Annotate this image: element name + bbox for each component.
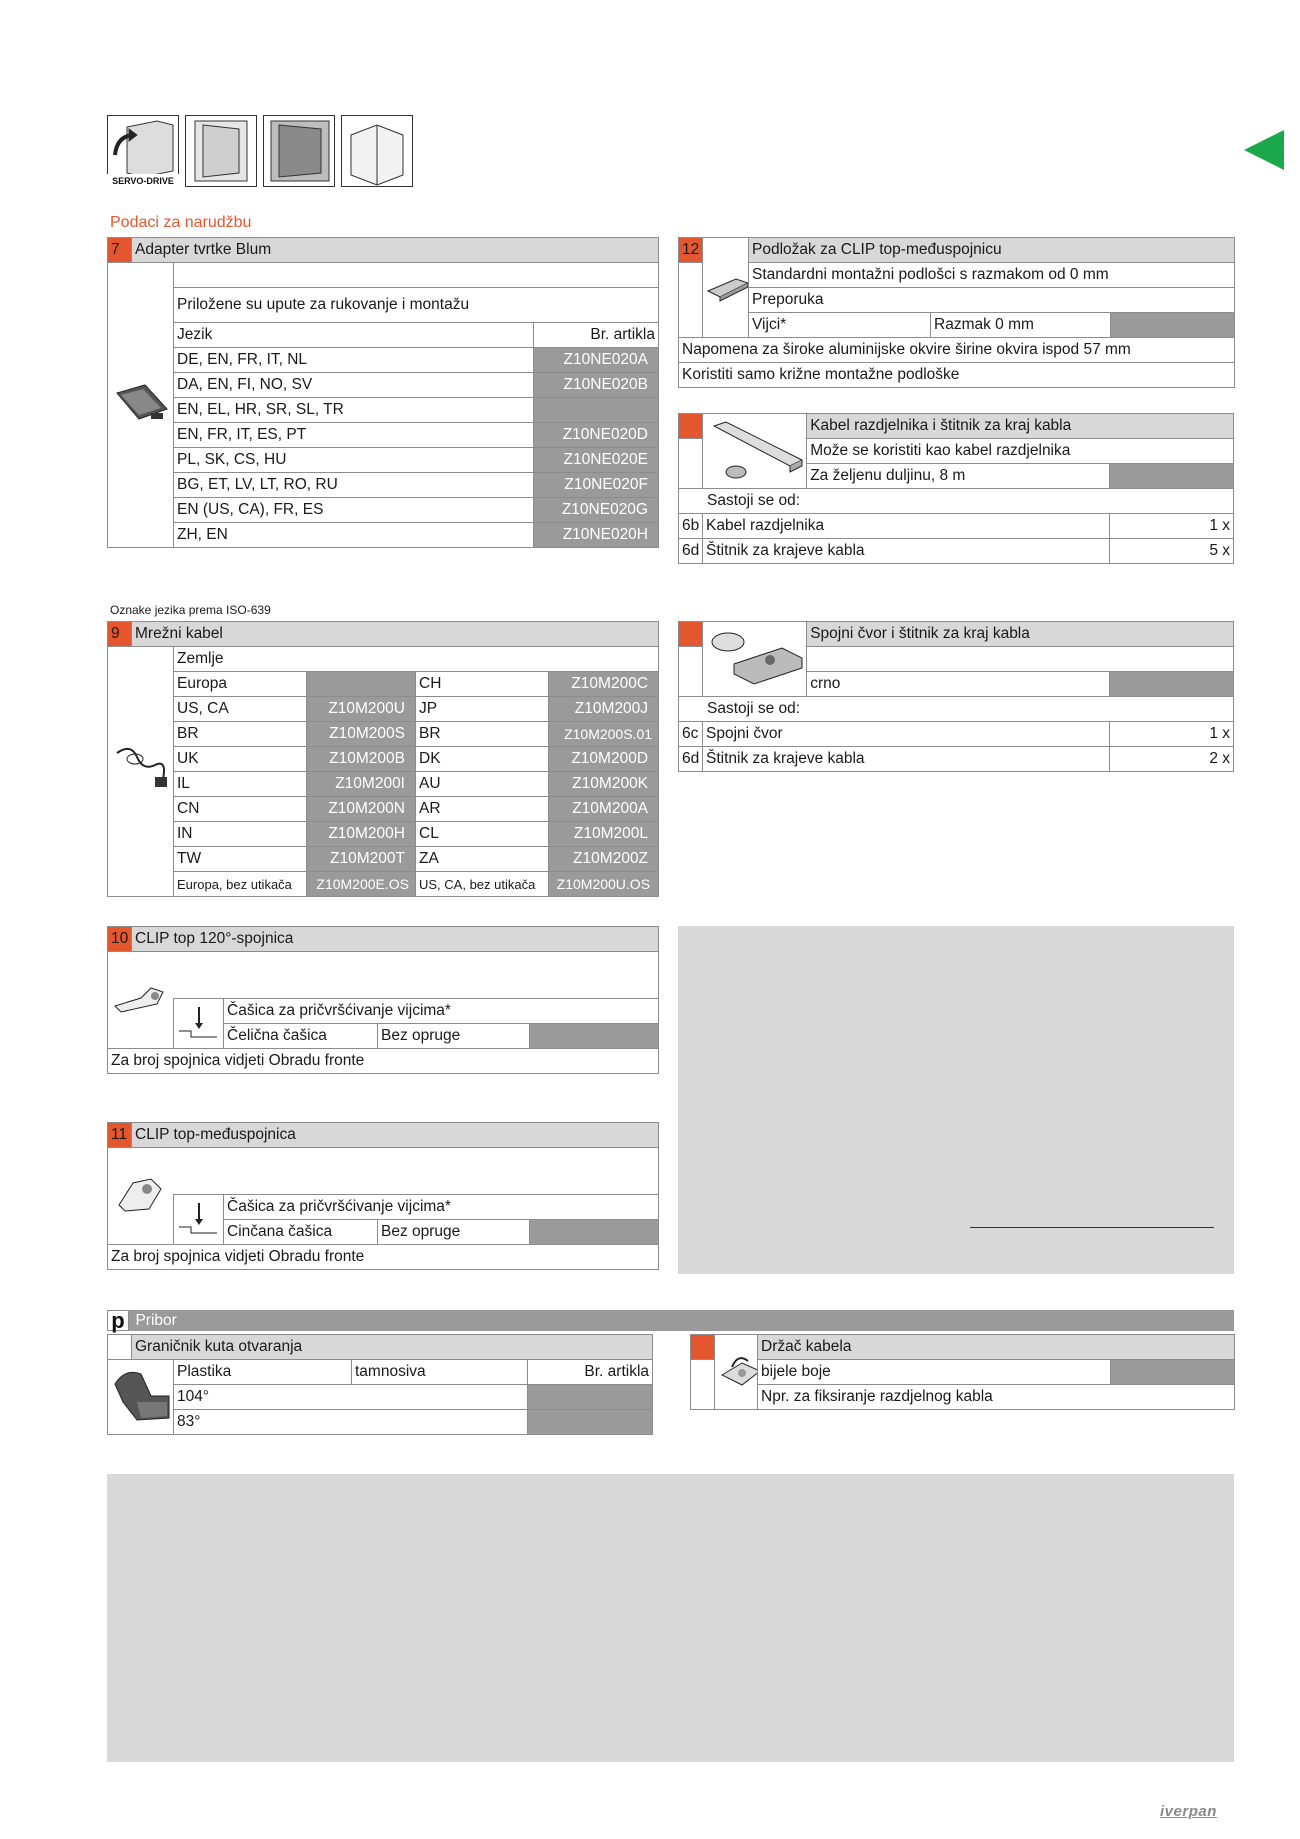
intermediate-hinge-image <box>108 1148 174 1245</box>
holder-note: Npr. za fiksiranje razdjelnog kabla <box>758 1385 1235 1410</box>
mounting-plate-image <box>703 238 749 338</box>
section-number <box>679 622 703 647</box>
holder-color: bijele boje <box>758 1360 1111 1385</box>
table-row: DE, EN, FR, IT, NL <box>174 348 534 373</box>
splitter-cable-table <box>678 413 1234 564</box>
cup-image <box>174 999 224 1049</box>
recommendation-label: Preporuka <box>749 288 1235 313</box>
country: CL <box>416 822 549 847</box>
col-article: Br. artikla <box>528 1360 653 1385</box>
opening-stop-table <box>107 1334 653 1435</box>
article-number: Z10M200C <box>549 672 659 697</box>
article-number: Z10M200J <box>549 697 659 722</box>
section-number <box>691 1335 715 1360</box>
article-number <box>528 1385 653 1410</box>
country: Europa <box>174 672 307 697</box>
article-number: Z10M200E.OS <box>307 872 416 897</box>
hinge-120-image <box>108 952 174 1049</box>
section-number: 7 <box>108 238 132 263</box>
angle-option: 104° <box>174 1385 528 1410</box>
note-cross-plates: Koristiti samo križne montažne podloške <box>679 363 1235 388</box>
next-page-arrow[interactable] <box>1244 130 1284 170</box>
country: US, CA <box>174 697 307 722</box>
article-number: Z10M200U.OS <box>549 872 659 897</box>
country: AU <box>416 772 549 797</box>
component-qty: 5 x <box>1109 539 1233 564</box>
article-number <box>530 1220 659 1245</box>
country: IN <box>174 822 307 847</box>
splitter-cable-usage: Može se koristiti kao kabel razdjelnika <box>807 439 1234 464</box>
accessories-title: Pribor <box>135 1312 177 1329</box>
cup-type: Čelična čašica <box>224 1024 378 1049</box>
power-cable-table <box>107 621 659 897</box>
cable-holder-image <box>715 1335 758 1410</box>
article-number <box>530 1024 659 1049</box>
hinge-120-title: CLIP top 120°-spojnica <box>132 927 659 952</box>
table-row: EN, EL, HR, SR, SL, TR <box>174 398 534 423</box>
country: CH <box>416 672 549 697</box>
country: Europa, bez utikača <box>174 872 307 897</box>
country: JP <box>416 697 549 722</box>
article-number: Z10NE020A <box>534 348 659 373</box>
col-language: Jezik <box>174 323 534 348</box>
component-name: Štitnik za krajeve kabla <box>703 747 1110 772</box>
country: US, CA, bez utikača <box>416 872 549 897</box>
country: DK <box>416 747 549 772</box>
article-number: Z10M200U <box>307 697 416 722</box>
screw-cup-label: Čašica za pričvršćivanje vijcima* <box>224 1195 659 1220</box>
cable-length: Za željenu duljinu, 8 m <box>807 464 1110 489</box>
notes-panel <box>678 926 1234 1274</box>
article-number: Z10M200B <box>307 747 416 772</box>
adapter-title: Adapter tvrtke Blum <box>132 238 659 263</box>
article-number: Z10NE020F <box>534 473 659 498</box>
connector-knot-table <box>678 621 1234 772</box>
component-code: 6d <box>679 539 703 564</box>
component-qty: 2 x <box>1109 747 1233 772</box>
table-row: EN (US, CA), FR, ES <box>174 498 534 523</box>
article-number <box>1111 313 1235 338</box>
col-article: Br. artikla <box>534 323 659 348</box>
article-number: Z10M200A <box>549 797 659 822</box>
article-number <box>528 1410 653 1435</box>
power-cable-icon <box>111 739 173 799</box>
cable-holder-title: Držač kabela <box>758 1335 1235 1360</box>
country: TW <box>174 847 307 872</box>
article-number: Z10M200L <box>549 822 659 847</box>
angle-option: 83° <box>174 1410 528 1435</box>
article-number: Z10M200K <box>549 772 659 797</box>
component-code: 6c <box>679 722 703 747</box>
cable-clip-icon <box>718 1345 758 1395</box>
connector-color: crno <box>807 672 1110 697</box>
intermediate-hinge-title: CLIP top-međuspojnica <box>132 1123 659 1148</box>
cable-holder-table <box>690 1334 1235 1410</box>
article-number: Z10M200S.01 <box>549 722 659 747</box>
country: BR <box>416 722 549 747</box>
section-number: 11 <box>108 1123 132 1148</box>
screw-cup-icon <box>177 1001 221 1041</box>
hinge-120-table <box>107 926 659 1074</box>
country: IL <box>174 772 307 797</box>
consists-of-label: Sastoji se od: <box>679 697 1234 722</box>
note-wide-frames: Napomena za široke aluminijske okvire širine okvira ispod 57 mm <box>679 338 1235 363</box>
section-number: 9 <box>108 622 132 647</box>
adapter-table <box>107 237 659 548</box>
iso-footnote: Oznake jezika prema ISO-639 <box>110 603 271 617</box>
screw-cup-label: Čašica za pričvršćivanje vijcima* <box>224 999 659 1024</box>
article-number: Z10NE020E <box>534 448 659 473</box>
screws-label: Vijci* <box>749 313 931 338</box>
article-number: Z10NE020G <box>534 498 659 523</box>
hinge-note: Za broj spojnica vidjeti Obradu fronte <box>108 1049 659 1074</box>
adapter-image <box>108 263 174 548</box>
hinge-note: Za broj spojnica vidjeti Obradu fronte <box>108 1245 659 1270</box>
screw-cup-icon <box>177 1197 221 1237</box>
adapter-note: Priložene su upute za rukovanje i montažu <box>174 288 659 323</box>
order-section-title: Podaci za narudžbu <box>110 214 252 231</box>
triangle-icon <box>1244 130 1284 170</box>
article-number <box>1109 464 1233 489</box>
component-code: 6b <box>679 514 703 539</box>
splitter-cable-image <box>703 414 807 489</box>
component-name: Štitnik za krajeve kabla <box>703 539 1110 564</box>
spring-type: Bez opruge <box>378 1024 530 1049</box>
component-qty: 1 x <box>1109 514 1233 539</box>
iverpan-logo: iverpan <box>1160 1803 1217 1820</box>
angle-stop-icon <box>111 1362 174 1428</box>
article-number: Z10NE020D <box>534 423 659 448</box>
bottom-panel <box>107 1474 1234 1762</box>
article-number <box>307 672 416 697</box>
table-row: BG, ET, LV, LT, RO, RU <box>174 473 534 498</box>
consists-of-label: Sastoji se od: <box>679 489 1234 514</box>
article-number: Z10M200Z <box>549 847 659 872</box>
component-name: Kabel razdjelnika <box>703 514 1110 539</box>
article-number: Z10M200N <box>307 797 416 822</box>
thumbnail-strip <box>107 115 414 187</box>
section-number: 10 <box>108 927 132 952</box>
country: ZA <box>416 847 549 872</box>
article-number: Z10NE020B <box>534 373 659 398</box>
article-number: Z10M200T <box>307 847 416 872</box>
table-row: ZH, EN <box>174 523 534 548</box>
section-number: 12 <box>679 238 703 263</box>
article-number: Z10M200D <box>549 747 659 772</box>
article-number <box>1109 672 1233 697</box>
table-row: PL, SK, CS, HU <box>174 448 534 473</box>
article-number: Z10M200H <box>307 822 416 847</box>
spring-type: Bez opruge <box>378 1220 530 1245</box>
country: UK <box>174 747 307 772</box>
article-number: Z10M200I <box>307 772 416 797</box>
opening-stop-title: Graničnik kuta otvaranja <box>132 1335 653 1360</box>
accessories-letter: p <box>107 1310 129 1331</box>
cup-image <box>174 1195 224 1245</box>
adapter-icon <box>111 373 171 433</box>
table-row: EN, FR, IT, ES, PT <box>174 423 534 448</box>
connector-knot-title: Spojni čvor i štitnik za kraj kabla <box>807 622 1234 647</box>
component-code: 6d <box>679 747 703 772</box>
servo-drive-label: SERVO-DRIVE <box>112 176 174 186</box>
power-cable-title: Mrežni kabel <box>132 622 659 647</box>
article-number: Z10M200S <box>307 722 416 747</box>
hinge-icon <box>111 1169 171 1219</box>
cup-type: Cinčana čašica <box>224 1220 378 1245</box>
country: CN <box>174 797 307 822</box>
intermediate-hinge-table <box>107 1122 659 1270</box>
cable-icon <box>706 416 806 482</box>
servo-drive-thumbnails <box>107 115 414 187</box>
component-name: Spojni čvor <box>703 722 1110 747</box>
connector-icon <box>706 624 806 690</box>
splitter-cable-title: Kabel razdjelnika i štitnik za kraj kabla <box>807 414 1234 439</box>
connector-knot-image <box>703 622 807 697</box>
power-cable-image <box>108 647 174 897</box>
accessories-header <box>107 1310 1234 1331</box>
material-label: Plastika <box>174 1360 352 1385</box>
mounting-plate-title: Podložak za CLIP top-međuspojnicu <box>749 238 1235 263</box>
component-qty: 1 x <box>1109 722 1233 747</box>
table-row: DA, EN, FI, NO, SV <box>174 373 534 398</box>
color-label: tamnosiva <box>352 1360 528 1385</box>
mounting-plate-table <box>678 237 1235 388</box>
country: BR <box>174 722 307 747</box>
mounting-plate-desc: Standardni montažni podlošci s razmakom od 0 mm <box>749 263 1235 288</box>
country: AR <box>416 797 549 822</box>
article-number <box>534 398 659 423</box>
opening-stop-image <box>108 1360 174 1435</box>
article-number: Z10NE020H <box>534 523 659 548</box>
spacing-label: Razmak 0 mm <box>931 313 1111 338</box>
countries-label: Zemlje <box>174 647 659 672</box>
section-number <box>679 414 703 439</box>
hinge-icon <box>111 978 171 1018</box>
signature-line <box>970 1227 1214 1228</box>
article-number <box>1111 1360 1235 1385</box>
mounting-plate-icon <box>706 265 749 305</box>
